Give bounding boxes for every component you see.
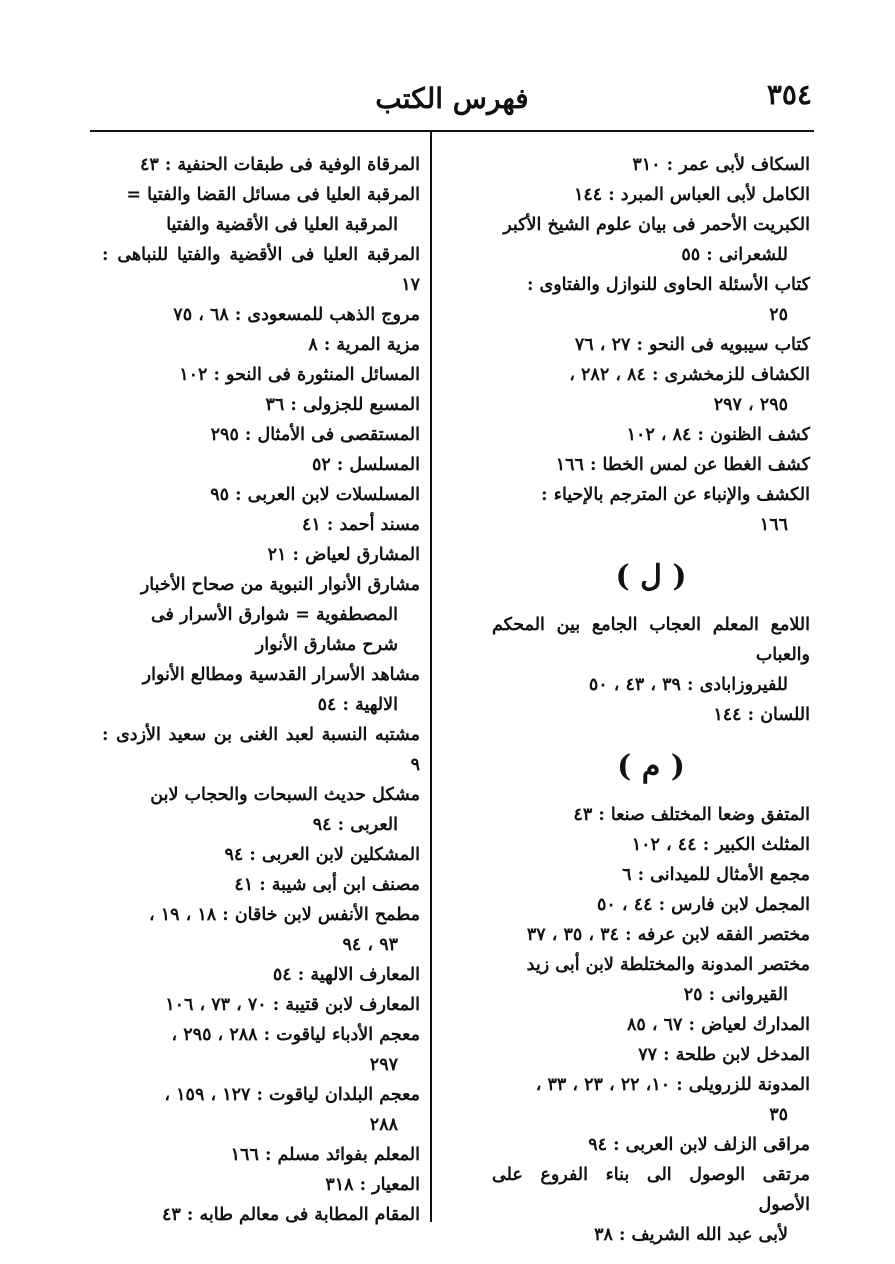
entry-continuation: ٣٥ <box>769 1105 788 1125</box>
entry-continuation: ٩٣ ، ٩٤ <box>342 935 398 955</box>
entry-text: الكبريت الأحمر فى بيان علوم الشيخ الأكبر <box>503 215 810 235</box>
entry-continuation: شرح مشارق الأنوار <box>255 635 398 655</box>
index-entry <box>492 1160 810 1250</box>
entry-text: المستقصى فى الأمثال : ٢٩٥ <box>210 425 420 445</box>
entry-text: كشف الظنون : ٨٤ ، ١٠٢ <box>626 425 810 445</box>
index-entry <box>492 270 810 330</box>
entry-text: المدارك لعياض : ٦٧ ، ٨٥ <box>627 1015 810 1035</box>
index-entry <box>102 150 420 180</box>
header-rule <box>90 130 814 132</box>
entry-continuation: ٢٨٨ <box>369 1115 398 1135</box>
index-entry <box>102 330 420 360</box>
entry-text: كتاب سيبويه فى النحو : ٢٧ ، ٧٦ <box>574 335 810 355</box>
entry-continuation: ٢٩٥ ، ٢٩٧ <box>713 395 788 415</box>
index-entry <box>102 900 420 960</box>
page-header <box>92 78 812 128</box>
index-entry <box>492 610 810 700</box>
index-entry <box>492 1130 810 1160</box>
index-entry <box>492 830 810 860</box>
entry-continuation: للفيروزابادى : ٣٩ ، ٤٣ ، ٥٠ <box>588 675 788 695</box>
entry-text: معجم البلدان لياقوت : ١٢٧ ، ١٥٩ ، <box>164 1085 420 1105</box>
right-block-kaf <box>492 150 810 540</box>
entry-text: المدونة للزرويلى : ١٠، ٢٢ ، ٢٣ ، ٣٣ ، <box>535 1075 810 1095</box>
index-entry <box>102 360 420 390</box>
entry-text: المعارف لابن قتيبة : ٧٠ ، ٧٣ ، ١٠٦ <box>165 995 420 1015</box>
entry-text: المرقاة الوفية فى طبقات الحنفية : ٤٣ <box>139 155 420 175</box>
index-entry <box>492 860 810 890</box>
entry-text: مشارق الأنوار النبوية من صحاح الأخبار <box>140 575 420 595</box>
index-entry <box>102 420 420 450</box>
entry-text: كشف الغطا عن لمس الخطا : ١٦٦ <box>555 455 810 475</box>
index-entry <box>102 180 420 240</box>
index-entry <box>102 870 420 900</box>
index-entry <box>102 510 420 540</box>
index-entry <box>102 480 420 510</box>
entry-text: مروج الذهب للمسعودى : ٦٨ ، ٧٥ <box>173 305 420 325</box>
entry-text: معجم الأدباء لياقوت : ٢٨٨ ، ٢٩٥ ، <box>171 1025 420 1045</box>
entry-text: المعيار : ٣١٨ <box>325 1175 420 1195</box>
index-entry <box>102 540 420 570</box>
entry-text: المجمل لابن فارس : ٤٤ ، ٥٠ <box>597 895 810 915</box>
entry-continuation: ٢٥ <box>769 305 788 325</box>
entry-text: مشكل حديث السبحات والحجاب لابن <box>150 785 420 805</box>
entry-text: مختصر الفقه لابن عرفه : ٣٤ ، ٣٥ ، ٣٧ <box>526 925 810 945</box>
index-entry <box>492 1010 810 1040</box>
entry-text: المدخل لابن طلحة : ٧٧ <box>638 1045 810 1065</box>
entry-text: المقام المطابة فى معالم طابه : ٤٣ <box>161 1205 420 1225</box>
entry-text: مطمح الأنفس لابن خاقان : ١٨ ، ١٩ ، <box>148 905 420 925</box>
index-entry <box>492 330 810 360</box>
index-entry <box>492 420 810 450</box>
index-entry <box>492 450 810 480</box>
entry-text: الكامل لأبى العباس المبرد : ١٤٤ <box>573 185 810 205</box>
entry-text: المرقبة العليا فى الأقضية والفتيا للنباهى : ١٧ <box>102 245 420 295</box>
entry-text: المسلسلات لابن العربى : ٩٥ <box>210 485 420 505</box>
entry-text: المشارق لعياض : ٢١ <box>267 545 420 565</box>
entry-text: مصنف ابن أبى شيبة : ٤١ <box>234 875 420 895</box>
entry-continuation: للشعرانى : ٥٥ <box>681 245 788 265</box>
index-entry <box>492 920 810 950</box>
entry-text: المسلسل : ٥٢ <box>311 455 420 475</box>
index-entry <box>492 800 810 830</box>
entry-text: المعلم بفوائد مسلم : ١٦٦ <box>230 1145 420 1165</box>
entry-continuation: المرقبة العليا فى الأقضية والفتيا <box>166 215 398 235</box>
entry-text: المثلث الكبير : ٤٤ ، ١٠٢ <box>631 835 810 855</box>
entry-text: المسبع للجزولى : ٣٦ <box>265 395 420 415</box>
entry-text: مراقى الزلف لابن العربى : ٩٤ <box>588 1135 810 1155</box>
entry-continuation: الالهية : ٥٤ <box>317 695 398 715</box>
entry-text: المشكلين لابن العربى : ٩٤ <box>224 845 420 865</box>
index-entry <box>492 700 810 730</box>
entry-text: المسائل المنثورة فى النحو : ١٠٢ <box>179 365 420 385</box>
index-entry <box>492 950 810 1010</box>
entry-continuation: ١٦٦ <box>759 515 788 535</box>
index-entry <box>102 990 420 1020</box>
left-block-mim <box>102 150 420 1230</box>
index-entry <box>492 1070 810 1130</box>
column-divider <box>430 132 432 1222</box>
index-entry <box>102 780 420 840</box>
right-block-mim <box>492 800 810 1250</box>
entry-text: اللسان : ١٤٤ <box>713 705 810 725</box>
index-entry <box>492 1040 810 1070</box>
entry-text: مشاهد الأسرار القدسية ومطالع الأنوار <box>142 665 420 685</box>
index-entry <box>492 480 810 540</box>
section-heading-lam: ( ل ) <box>615 559 687 594</box>
index-entry <box>102 960 420 990</box>
index-entry <box>102 300 420 330</box>
entry-text: مجمع الأمثال للميدانى : ٦ <box>622 865 810 885</box>
entry-text: الكشاف للزمخشرى : ٨٤ ، ٢٨٢ ، <box>569 365 810 385</box>
index-entry <box>102 840 420 870</box>
left-column <box>102 150 420 1230</box>
index-entry <box>102 1080 420 1140</box>
section-heading-mim: ( م ) <box>617 749 685 784</box>
entry-continuation: ٢٩٧ <box>369 1055 398 1075</box>
entry-text: المعارف الالهية : ٥٤ <box>272 965 420 985</box>
entry-text: المرقبة العليا فى مسائل القضا والفتيا = <box>126 185 420 205</box>
right-column <box>492 150 810 1250</box>
index-entry <box>492 360 810 420</box>
entry-continuation: القيروانى : ٢٥ <box>683 985 788 1005</box>
entry-text: مزية المرية : ٨ <box>308 335 420 355</box>
index-entry <box>102 1200 420 1230</box>
index-entry <box>102 240 420 300</box>
index-entry <box>492 180 810 210</box>
entry-continuation: العربى : ٩٤ <box>312 815 398 835</box>
entry-text: اللامع المعلم العجاب الجامع بين المحكم والعباب <box>492 615 810 665</box>
index-entry <box>102 450 420 480</box>
index-entry <box>492 890 810 920</box>
index-entry <box>492 210 810 270</box>
entry-text: كتاب الأسئلة الحاوى للنوازل والفتاوى : <box>526 275 810 295</box>
right-block-lam <box>492 610 810 730</box>
index-entry <box>102 720 420 780</box>
page-title: فهرس الكتب <box>375 82 529 115</box>
index-entry <box>102 570 420 660</box>
index-entry <box>102 660 420 720</box>
entry-text: الكشف والإنباء عن المترجم بالإحياء : <box>541 485 810 505</box>
index-entry <box>102 390 420 420</box>
entry-continuation: المصطفوية = شوارق الأسرار فى <box>150 605 398 625</box>
index-entry <box>102 1140 420 1170</box>
entry-text: مرتقى الوصول الى بناء الفروع على الأصول <box>492 1165 810 1215</box>
entry-text: مشتبه النسبة لعبد الغنى بن سعيد الأزدى : ٩ <box>102 725 420 775</box>
page-number: ٣٥٤ <box>766 78 812 111</box>
entry-text: المتفق وضعا المختلف صنعا : ٤٣ <box>573 805 810 825</box>
entry-text: مختصر المدونة والمختلطة لابن أبى زيد <box>526 955 810 975</box>
index-entry <box>492 150 810 180</box>
entry-text: السكاف لأبى عمر : ٣١٠ <box>632 155 810 175</box>
entry-continuation: لأبى عبد الله الشريف : ٣٨ <box>594 1225 788 1245</box>
index-entry <box>102 1170 420 1200</box>
index-entry <box>102 1020 420 1080</box>
entry-text: مسند أحمد : ٤١ <box>302 515 420 535</box>
